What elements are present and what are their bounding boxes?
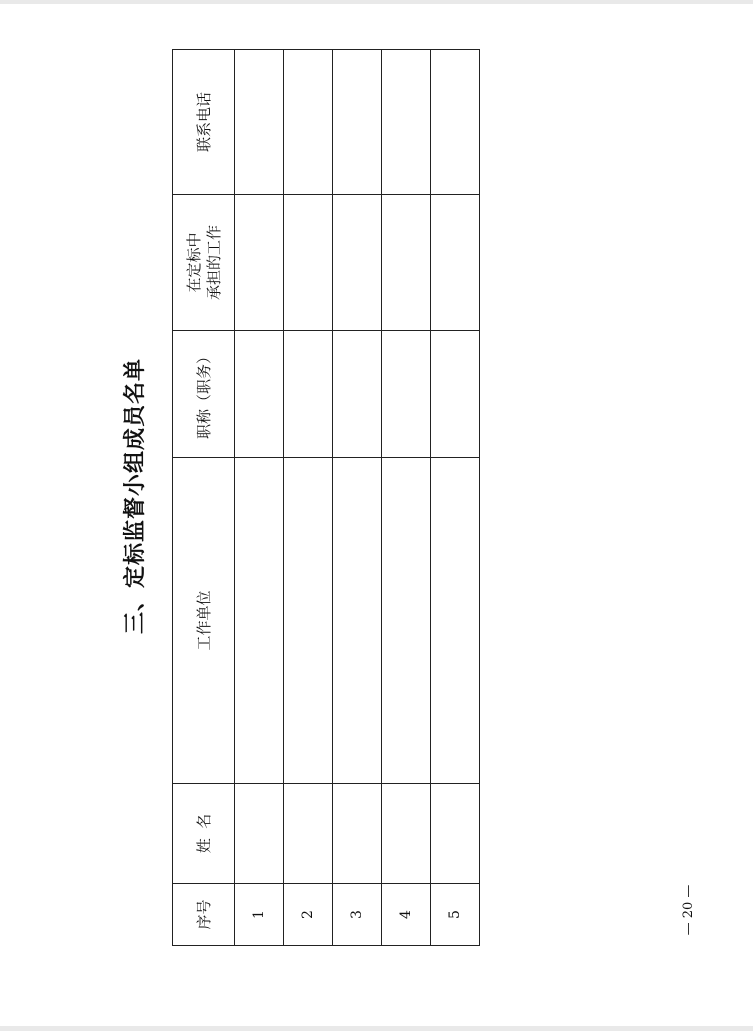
- cell-name: [235, 784, 284, 884]
- header-name-text: 姓 名: [194, 813, 213, 854]
- row-index: 5: [431, 884, 480, 946]
- cell-work-unit: [284, 458, 333, 784]
- cell-role: [235, 195, 284, 331]
- table-row: [333, 50, 382, 946]
- rotated-landscape-content: [0, 4, 753, 1026]
- cell-name: [382, 784, 431, 884]
- cell-phone: [284, 50, 333, 195]
- cell-name: [431, 784, 480, 884]
- header-role: [173, 195, 235, 331]
- cell-title-position: [333, 331, 382, 458]
- table-row: [431, 50, 480, 946]
- section-title: 三、定标监督小组成员名单: [123, 358, 148, 635]
- header-role-line2: 承担的工作: [204, 225, 223, 301]
- row-index: 4: [382, 884, 431, 946]
- cell-phone: [382, 50, 431, 195]
- row-index: 2: [284, 884, 333, 946]
- table-header-row: [173, 50, 235, 946]
- cell-role: [284, 195, 333, 331]
- cell-role: [431, 195, 480, 331]
- table-row: [235, 50, 284, 946]
- cell-work-unit: [382, 458, 431, 784]
- cell-title-position: [431, 331, 480, 458]
- header-name: [173, 784, 235, 884]
- header-role-line1: 在定标中: [184, 232, 203, 293]
- cell-title-position: [284, 331, 333, 458]
- cell-name: [284, 784, 333, 884]
- document-page: [0, 4, 753, 1026]
- header-phone: 联系电话: [173, 50, 235, 195]
- row-index: 1: [235, 884, 284, 946]
- cell-phone: [431, 50, 480, 195]
- table-row: [382, 50, 431, 946]
- cell-role: [333, 195, 382, 331]
- cell-work-unit: [431, 458, 480, 784]
- cell-role: [382, 195, 431, 331]
- header-index: 序号: [173, 884, 235, 946]
- supervision-team-roster-table: [172, 49, 480, 946]
- page-number: — 20 —: [681, 884, 696, 936]
- header-title-position: 职称（职务）: [173, 331, 235, 458]
- table-row: [284, 50, 333, 946]
- cell-title-position: [382, 331, 431, 458]
- cell-title-position: [235, 331, 284, 458]
- header-work-unit: 工作单位: [173, 458, 235, 784]
- cell-work-unit: [333, 458, 382, 784]
- cell-phone: [333, 50, 382, 195]
- cell-phone: [235, 50, 284, 195]
- cell-name: [333, 784, 382, 884]
- row-index: 3: [333, 884, 382, 946]
- cell-work-unit: [235, 458, 284, 784]
